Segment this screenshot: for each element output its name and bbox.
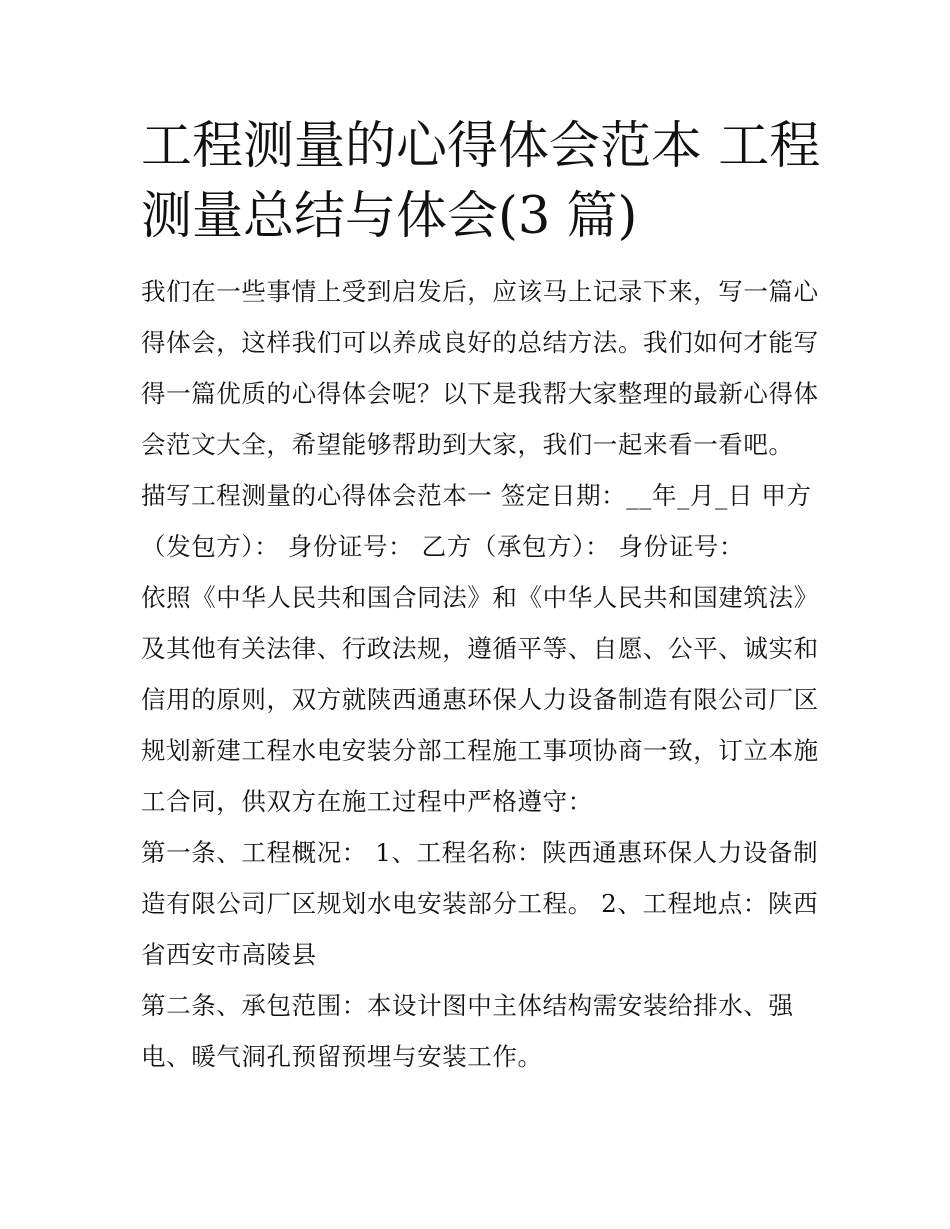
paragraph-intro bbox=[141, 266, 819, 470]
text-line: 省西安市高陵县 bbox=[141, 940, 317, 969]
text-line: 会范文大全，希望能够帮助到大家，我们一起来看一看吧。 bbox=[141, 430, 794, 459]
paragraph-article-1 bbox=[141, 827, 819, 980]
text-line: 造有限公司厂区规划水电安装部分工程。 2、工程地点：陕西 bbox=[141, 889, 819, 918]
paragraph-article-2 bbox=[141, 980, 813, 1082]
text-line: 第二条、承包范围：本设计图中主体结构需安装给排水、强 bbox=[141, 991, 794, 1020]
text-line: 得一篇优质的心得体会呢？以下是我帮大家整理的最新心得体 bbox=[141, 379, 819, 408]
text-line: 规划新建工程水电安装分部工程施工事项协商一致，订立本施 bbox=[141, 736, 819, 765]
paragraph-legal-basis bbox=[141, 572, 819, 827]
text-line: 得体会，这样我们可以养成良好的总结方法。我们如何才能写 bbox=[141, 328, 819, 357]
title-line-1: 工程测量的心得体会范本 工程 bbox=[141, 117, 821, 176]
text-line: 电、暖气洞孔预留预埋与安装工作。 bbox=[141, 1042, 543, 1071]
text-line: 我们在一些事情上受到启发后，应该马上记录下来，写一篇心 bbox=[141, 277, 819, 306]
text-line: 描写工程测量的心得体会范本一 签定日期：__年_月_日 甲方 bbox=[141, 481, 812, 510]
text-line: 第一条、工程概况： 1、工程名称：陕西通惠环保人力设备制 bbox=[141, 838, 819, 867]
document-title bbox=[141, 112, 821, 252]
text-line: 工合同，供双方在施工过程中严格遵守： bbox=[141, 787, 593, 816]
title-line-2: 测量总结与体会(3 篇) bbox=[141, 187, 638, 246]
document-body bbox=[141, 266, 819, 1082]
text-line: （发包方）： 身份证号： 乙方（承包方）： 身份证号： bbox=[141, 532, 745, 561]
text-line: 依照《中华人民共和国合同法》和《中华人民共和国建筑法》 bbox=[141, 583, 819, 612]
document-page bbox=[141, 112, 821, 1082]
text-line: 信用的原则，双方就陕西通惠环保人力设备制造有限公司厂区 bbox=[141, 685, 819, 714]
paragraph-contract-header bbox=[141, 470, 813, 572]
text-line: 及其他有关法律、行政法规，遵循平等、自愿、公平、诚实和 bbox=[141, 634, 819, 663]
